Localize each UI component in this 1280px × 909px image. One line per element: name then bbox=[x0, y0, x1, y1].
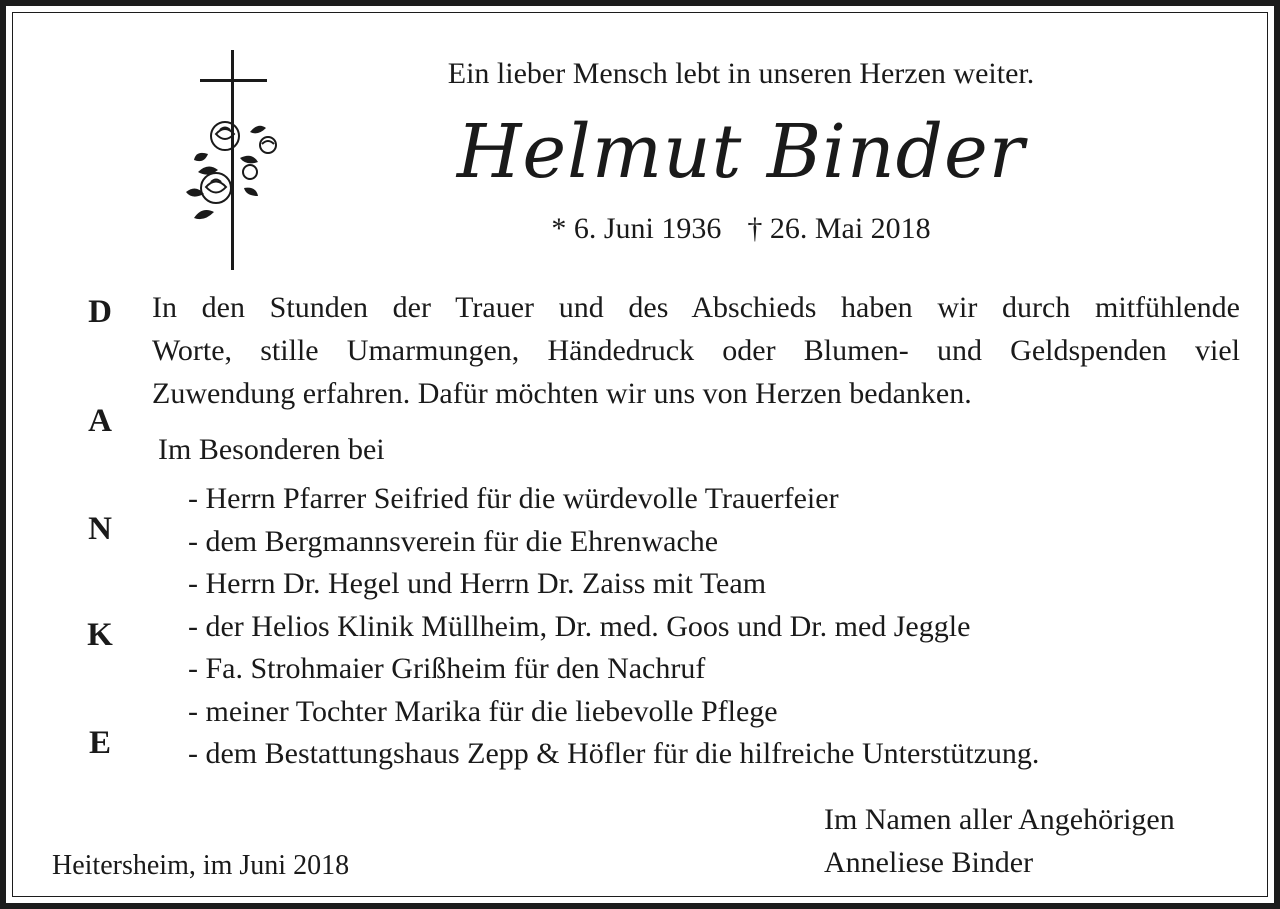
signoff-line: Im Namen aller Angehörigen bbox=[824, 803, 1175, 836]
danke-letter: N bbox=[88, 511, 112, 547]
danke-letter: K bbox=[87, 617, 113, 653]
thanks-item: - Herrn Pfarrer Seifried für die würdevolle Trauerfeier bbox=[188, 482, 839, 515]
thanks-item: - Fa. Strohmaier Grißheim für den Nachruf bbox=[188, 652, 706, 685]
intro-paragraph bbox=[152, 286, 1240, 415]
thanks-list bbox=[188, 478, 1039, 776]
signoff bbox=[824, 798, 1175, 884]
besonders-heading: Im Besonderen bei bbox=[158, 433, 385, 466]
life-dates bbox=[336, 209, 1146, 249]
thanks-item: - dem Bergmannsverein für die Ehrenwache bbox=[188, 524, 719, 558]
thanks-item: - Herrn Dr. Hegel und Herrn Dr. Zaiss mit Team bbox=[188, 567, 767, 600]
signoff-name: Anneliese Binder bbox=[824, 846, 1034, 879]
danke-letter: E bbox=[88, 725, 111, 761]
birth-date: * 6. Juni 1936 bbox=[551, 212, 722, 245]
danke-letter: D bbox=[88, 294, 112, 330]
death-date: † 26. Mai 2018 bbox=[747, 212, 931, 245]
thanks-item: - meiner Tochter Marika für die liebevolle Pflege bbox=[188, 694, 778, 728]
cross-with-roses-icon bbox=[178, 48, 288, 273]
thanks-item: - der Helios Klinik Müllheim, Dr. med. Goos und Dr. med Jeggle bbox=[188, 609, 971, 643]
motto-line: Ein lieber Mensch lebt in unseren Herzen weiter. bbox=[447, 57, 1035, 90]
place-date: Heitersheim, im Juni 2018 bbox=[52, 850, 350, 881]
thanks-item: - dem Bestattungshaus Zepp & Höfler für die hilfreiche Unterstützung. bbox=[188, 737, 1040, 770]
intro-line: Zuwendung erfahren. Dafür möchten wir uns von Herzen bedanken. bbox=[152, 377, 972, 410]
deceased-name: Helmut Binder bbox=[456, 109, 1026, 195]
intro-line: Worte, stille Umarmungen, Händedruck oder Blumen- und Geldspenden viel bbox=[152, 334, 1240, 367]
intro-line: In den Stunden der Trauer und des Abschieds haben wir durch mitfühlende bbox=[152, 291, 1240, 324]
danke-letter: A bbox=[88, 403, 112, 439]
